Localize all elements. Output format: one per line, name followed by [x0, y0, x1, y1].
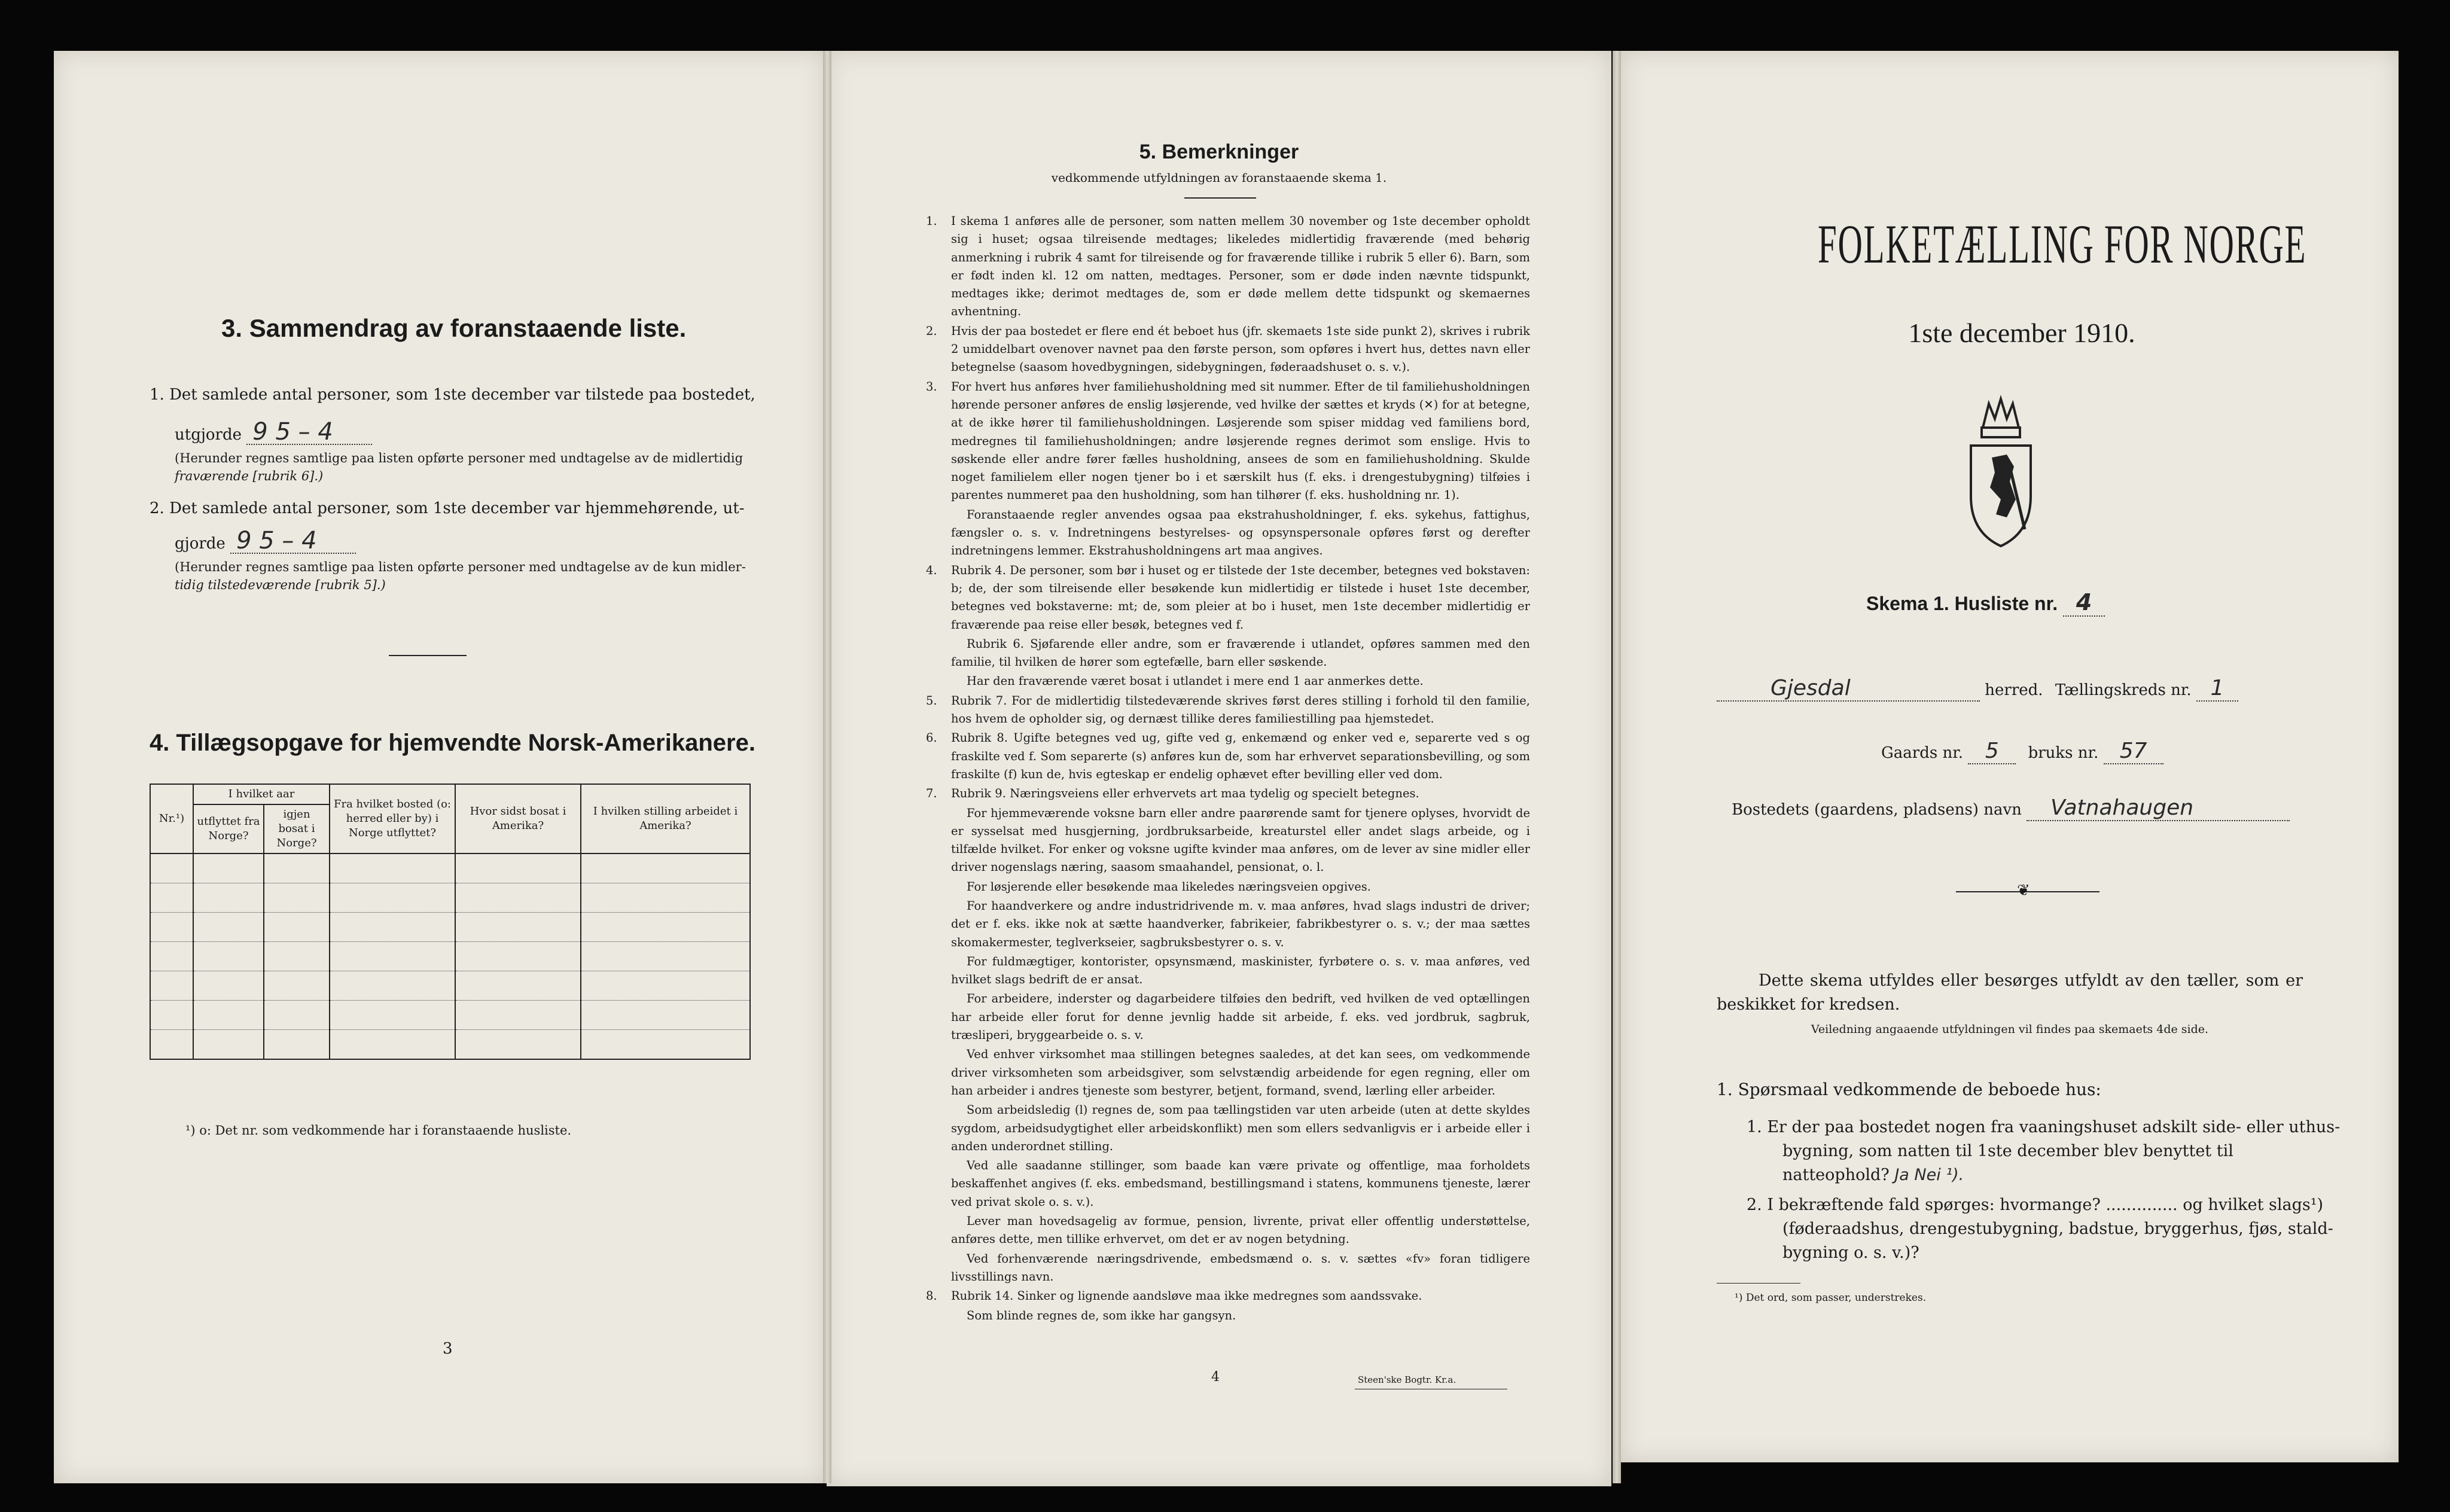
- kreds-value: 1: [2196, 676, 2238, 702]
- bemerkning-paragraph: [926, 897, 1530, 952]
- bemerkning-paragraph: [926, 1307, 1530, 1325]
- bemerkning-text: Ved forhenværende næringsdrivende, embedsmænd o. s. v. sættes «fv» foran tidligere livsstillings navn.: [951, 1251, 1530, 1284]
- bemerkning-paragraph: [926, 878, 1530, 896]
- bemerkning-text: Som blinde regnes de, som ikke har gangsyn.: [967, 1308, 1236, 1322]
- col-stilling: I hvilken stilling arbeidet i Amerika?: [581, 784, 750, 853]
- item2-line1: 2. Det samlede antal personer, som 1ste december var hjemmehørende, ut-: [150, 499, 745, 517]
- item1-note-line1: (Herunder regnes samtlige paa listen opførte personer med undtagelse av de midlertidig: [175, 451, 743, 465]
- bemerkning-paragraph: [926, 953, 1530, 989]
- bemerkning-paragraph: [926, 1250, 1530, 1287]
- section4-title: 4. Tillægsopgave for hjemvendte Norsk-Amerikanere.: [150, 730, 755, 756]
- table-row: [150, 853, 750, 883]
- page-fold-left: [823, 51, 831, 1483]
- bemerkning-text: Har den fraværende været bosat i utlandet i mere end 1 aar anmerkes dette.: [967, 674, 1424, 688]
- bemerkning-text: Lever man hovedsagelig av formue, pension, livrente, privat eller offentlig understøttelse, anføres dette, men tillike erhvervet, om det er av nogen betydning.: [951, 1214, 1530, 1246]
- question-2: 2. I bekræftende fald spørges: hvormange? .............. og hvilket slags¹) (føderaadshus, drengestubygning, badstue, bryggerhus, fjøs, stald-bygning o. s. v.)?: [1747, 1196, 2333, 1262]
- herred-value: Gjesdal: [1717, 676, 1980, 702]
- bemerkning-text: For haandverkere og andre industridrivende m. v. maa anføres, hvad slags industri de driver; det er f. eks. ikke nok at sætte haandverker, fabrikeier, fabrikbestyrer o. s. v.; der maa sættes skomakermester, teglverkseier, sagbruksbestyrer o. s. v.: [951, 898, 1530, 949]
- bemerkning-text: For hvert hus anføres hver familiehusholdning med sit nummer. Efter de til familiehusholdningen hørende personer anføres de enslig løsjerende, ved hvilke der sættes et kryds (✕) for at betegne, at de ikke hører til familiehusholdningen. Løsjerende som spiser middag ved familiens bord, medregnes til familiehusholdningen; andre løsjerende regnes derimot som enslige. Hvis to søskende eller andre fører fælles husholdning, ansees de som en familiehusholdning. Skulde noget familielem eller nogen tjener bo i et særskilt hus (f. eks. i drengestubygning) tilføies i parentes nummeret paa den husholdning, som han tilhører (f. eks. husholdning nr. 1).: [951, 379, 1530, 502]
- item2-note-line2: tidig tilstedeværende [rubrik 5].): [175, 578, 386, 592]
- item2-label: gjorde: [175, 535, 226, 553]
- bruks-value: 57: [2104, 739, 2163, 764]
- bemerkning-paragraph: [926, 990, 1530, 1044]
- bemerkning-text: Rubrik 4. De personer, som bør i huset og er tilstede der 1ste december, betegnes ved bokstaven: b; de, der som tilreisende eller besøkende kun midlertidig er tilstede i huset 1ste december, betegnes ved bokstaverne: mt; de, som pleier at bo i huset, men 1ste december midlertidig er fraværende paa reise eller besøk, betegnes ved f.: [951, 563, 1530, 632]
- bemerkning-paragraph: [926, 1212, 1530, 1249]
- right-footnote: ¹) Det ord, som passer, understrekes.: [1735, 1292, 1927, 1304]
- bemerkning-text: Rubrik 14. Sinker og lignende aandsløve maa ikke medregnes som aandssvake.: [951, 1289, 1422, 1303]
- coat-of-arms-icon: [1959, 392, 2043, 550]
- question-1-text: 1. Er der paa bostedet nogen fra vaaningshuset adskilt side- eller uthus-bygning, som natten til 1ste december blev benyttet til natteophold?: [1747, 1118, 2341, 1184]
- questions-header-text: 1. Spørsmaal vedkommende de beboede hus:: [1717, 1080, 2101, 1099]
- bosted-line: [1732, 795, 2290, 821]
- item1-label: utgjorde: [175, 426, 242, 444]
- bemerkning-text: For løsjerende eller besøkende maa likeledes næringsveien opgives.: [967, 879, 1371, 894]
- table-row: [150, 913, 750, 942]
- bemerkninger-subtitle: vedkommende utfyldningen av foranstaaende skema 1.: [1051, 170, 1387, 185]
- husliste-number: 4: [2063, 589, 2105, 617]
- table-row: [150, 883, 750, 913]
- bosted-value: Vatnahaugen: [2027, 795, 2290, 821]
- bemerkning-number: 6.: [926, 731, 937, 745]
- bemerkning-number: 2.: [926, 324, 937, 338]
- section3-title: 3. Sammendrag av foranstaaende liste.: [221, 314, 687, 342]
- col-igjen: igjen bosat i Norge?: [264, 804, 330, 853]
- table-row: [150, 1030, 750, 1060]
- bemerkning-text: Foranstaaende regler anvendes ogsaa paa ekstrahusholdninger, f. eks. sykehus, fattighus, fængsler o. s. v. Indretningens bestyrelses- og opsynspersonale opføres først og derefter indretningens lemmer. Ekstrahusholdningens art maa angives.: [951, 507, 1530, 558]
- bemerkning-paragraph: [926, 692, 1530, 728]
- bemerkning-paragraph: [926, 212, 1530, 321]
- col-fra-bosted: Fra hvilket bosted (ᴏ: herred eller by) i Norge utflyttet?: [330, 784, 455, 853]
- bemerkning-text: Hvis der paa bostedet er flere end ét beboet hus (jfr. skemaets 1ste side punkt 2), skrives i rubrik 2 umiddelbart ovenover navnet paa den første person, som opføres i hvert hus, dettes navn eller betegnelse (saasom hovedbygningen, sidebygningen, føderaadshuset o. s. v.).: [951, 324, 1530, 374]
- bemerkning-number: 8.: [926, 1289, 937, 1303]
- census-title: FOLKETÆLLING FOR NORGE: [1818, 214, 2307, 275]
- bemerkning-paragraph: [926, 785, 1530, 803]
- bemerkning-text: Rubrik 9. Næringsveiens eller erhvervets art maa tydelig og specielt betegnes.: [951, 787, 1419, 801]
- bemerkning-text: Rubrik 7. For de midlertidig tilstedeværende skrives først deres stilling i forhold til den familie, hos hvem de opholder sig, og dernæst tillike deres familiestilling paa hjemstedet.: [951, 693, 1530, 726]
- bemerkning-paragraph: [926, 1045, 1530, 1100]
- bruks-label: bruks nr.: [2028, 744, 2099, 762]
- bemerkning-number: 1.: [926, 214, 937, 228]
- item2-note-line1: (Herunder regnes samtlige paa listen opførte personer med undtagelse av de kun midler-: [175, 560, 746, 574]
- bemerkning-text: For hjemmeværende voksne barn eller andre paarørende samt for tjenere oplyses, hvorvidt de er sysselsat med husgjerning, jordbruksarbeide, kreaturstel eller andet slags arbeide, og i tilfælde hvilket. For enker og voksne ugifte kvinder maa anføres, om de lever av sine midler eller driver nogenslags næring, saasom smaahandel, pensionat, o. l.: [951, 806, 1530, 874]
- bemerkning-text: For fuldmægtiger, kontorister, opsynsmænd, maskinister, fyrbøtere o. s. v. maa anføres, ved hvilket slags bedrift de er ansat.: [951, 954, 1530, 987]
- bemerkning-number: 3.: [926, 379, 937, 394]
- middle-page-number: 4: [1211, 1370, 1220, 1385]
- questions-header: [1717, 1080, 2101, 1099]
- page-fold-right: [1613, 51, 1621, 1483]
- herred-label: herred.: [1985, 681, 2043, 699]
- gaards-line: [1881, 739, 2163, 764]
- bemerkning-paragraph: [926, 506, 1530, 560]
- norsk-amerikanere-table: [150, 784, 751, 1060]
- bemerkning-paragraph: [926, 804, 1530, 877]
- gaards-value: 5: [1968, 739, 2016, 764]
- skema-line: [1866, 589, 2105, 617]
- bemerkning-text: Som arbeidsledig (l) regnes de, som paa tællingstiden var uten arbeide (uten at dette skyldes sygdom, arbeidsudygtighet eller arbeidskonflikt) men som ellers sedvanligvis er i arbeide eller i anden underordnet stilling.: [951, 1103, 1530, 1153]
- bemerkning-paragraph: [926, 672, 1530, 690]
- bemerkning-number: 4.: [926, 563, 937, 577]
- table-row: [150, 942, 750, 971]
- bemerkninger-list: [926, 212, 1530, 1326]
- bemerkning-paragraph: [926, 378, 1530, 505]
- gaards-label: Gaards nr.: [1881, 744, 1964, 762]
- col-utflyttet: utflyttet fra Norge?: [193, 804, 264, 853]
- question-1-answer: Ja Nei ¹).: [1894, 1166, 1964, 1184]
- intro-guidance: Veiledning angaaende utfyldningen vil findes paa skemaets 4de side.: [1811, 1023, 2209, 1036]
- bosted-label: Bostedets (gaardens, pladsens) navn: [1732, 801, 2022, 819]
- bemerkning-paragraph: [926, 562, 1530, 634]
- item2-handwritten-value: 9 5 – 4: [230, 529, 356, 554]
- divider-rule: [389, 655, 467, 656]
- skema-label: Skema 1. Husliste nr.: [1866, 593, 2058, 614]
- bemerkning-text: Ved enhver virksomhet maa stillingen betegnes saaledes, at det kan sees, om vedkommende driver virksomheten som arbeidsgiver, som selvstændig arbeidende for egen regning, eller om han arbeider i andres tjeneste som bestyrer, betjent, formand, svend, lærling eller arbeider.: [951, 1047, 1530, 1098]
- left-footnote: ¹) ᴏ: Det nr. som vedkommende har i foranstaaende husliste.: [185, 1123, 572, 1138]
- intro-text: Dette skema utfyldes eller besørges utfyldt av den tæller, som er beskikket for kredsen.: [1717, 971, 2303, 1014]
- bemerkning-paragraph: [926, 729, 1530, 784]
- bemerkning-number: 5.: [926, 693, 937, 708]
- col-nr: Nr.¹): [150, 784, 193, 853]
- table-row: [150, 1001, 750, 1030]
- left-page: [54, 51, 825, 1483]
- herred-line: [1717, 676, 2291, 702]
- item1-line1: 1. Det samlede antal personer, som 1ste december var tilstede paa bostedet,: [150, 386, 755, 404]
- summary-item-1: [150, 383, 778, 485]
- bemerkning-text: I skema 1 anføres alle de personer, som natten mellem 30 november og 1ste december opholdt sig i huset; ogsaa tilreisende medtages; likeledes midlertidig fraværende (med behørig anmerkning i rubrik 4 samt for tilreisende og for fraværende tillike i rubrik 5 eller 6). Barn, som er født inden kl. 12 om natten, medtages. Personer, som er døde inden nævnte tidspunkt, medtages ikke; derimot medtages de, som er døde mellem dette tidspunkt og skemaernes avhentning.: [951, 214, 1530, 319]
- question-1: [1747, 1115, 2345, 1187]
- bemerkning-paragraph: [926, 1101, 1530, 1156]
- summary-item-2: [150, 496, 778, 594]
- bemerkning-paragraph: [926, 322, 1530, 377]
- left-page-number: 3: [443, 1340, 453, 1358]
- table-row: [150, 971, 750, 1001]
- bemerkning-paragraph: [926, 1157, 1530, 1211]
- census-date: 1ste december 1910.: [1908, 318, 2135, 348]
- bemerkning-text: Rubrik 6. Sjøfarende eller andre, som er fraværende i utlandet, opføres sammen med den familie, til hvilken de hører som egtefælle, barn eller søskende.: [951, 636, 1530, 669]
- bemerkning-paragraph: [926, 635, 1530, 672]
- bemerkning-text: Rubrik 8. Ugifte betegnes ved ug, gifte ved g, enkemænd og enker ved e, separerte ved s og fraskilte ved f. Som separerte (s) anføres kun de, som har erhvervet separationsbevilling, og som fraskilte (f) kun de, hvis egteskap er endelig ophævet efter bevilling eller ved dom.: [951, 731, 1530, 781]
- ornament-icon: ❦: [2017, 882, 2030, 900]
- title-rule: [1184, 197, 1256, 199]
- bemerkning-text: Ved alle saadanne stillinger, som baade kan være private og offentlige, maa forholdets beskaffenhet angives (f. eks. embedsmand, bestillingsmand i statens, kommunens tjeneste, lærer ved privat skole o. s. v.).: [951, 1159, 1530, 1209]
- kreds-label: Tællingskreds nr.: [2055, 681, 2192, 699]
- printer-mark: Steen'ske Bogtr. Kr.a.: [1358, 1374, 1456, 1385]
- bemerkning-text: For arbeidere, inderster og dagarbeidere tilføies den bedrift, ved hvilken de ved optællingen har arbeide eller forut for denne jevnlig hadde sit arbeide, f. eks. ved jordbruk, sagbruk, træsliperi, bryggearbeide o. s. v.: [951, 992, 1530, 1042]
- col-sidst-bosat: Hvor sidst bosat i Amerika?: [455, 784, 581, 853]
- item1-handwritten-value: 9 5 – 4: [246, 420, 372, 445]
- item1-note-line2: fraværende [rubrik 6].): [175, 469, 324, 483]
- bemerkning-number: 7.: [926, 787, 937, 801]
- bemerkninger-title: 5. Bemerkninger: [1139, 141, 1299, 163]
- footnote-rule: [1717, 1283, 1800, 1284]
- bemerkning-paragraph: [926, 1287, 1530, 1305]
- col-aar: I hvilket aar: [193, 784, 330, 804]
